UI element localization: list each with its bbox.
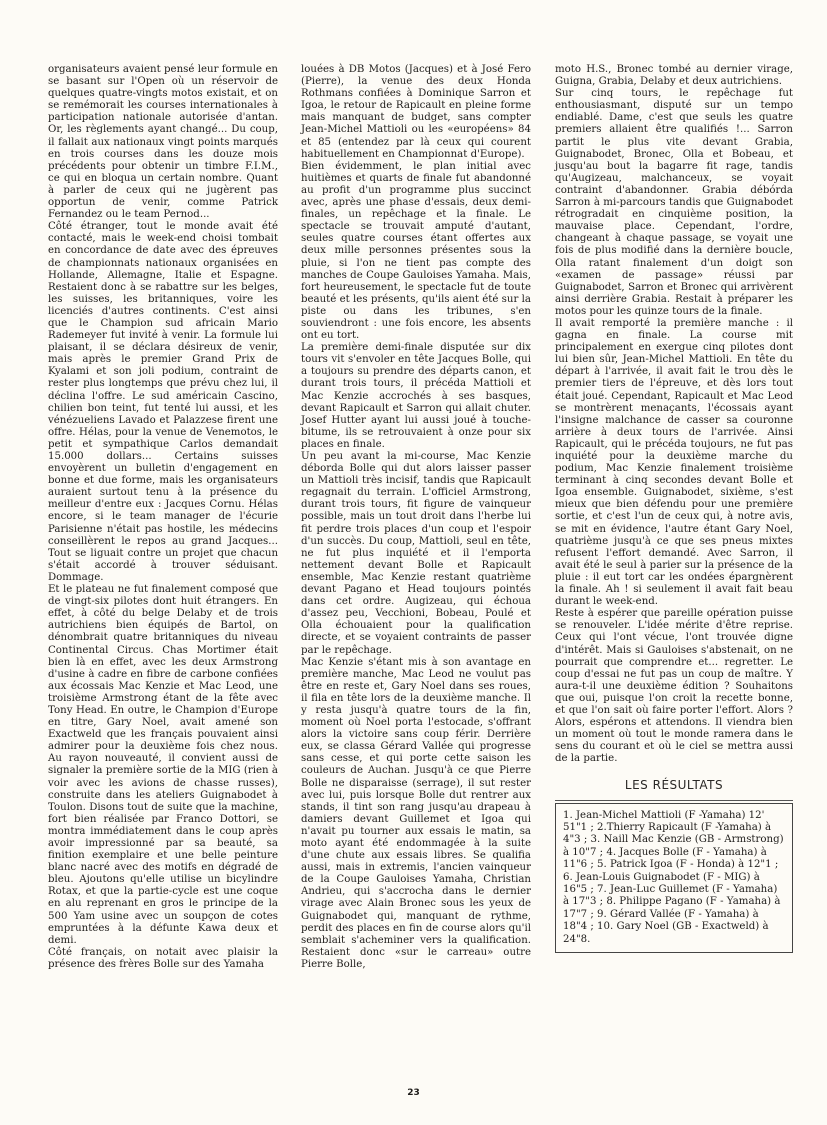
results-text: 1. Jean-Michel Mattioli (F -Yamaha) 12' 51"1 ; 2.Thierry Rapicault (F -Yamaha) à 4"3 ; 3. Naill Mac Kenzie (GB - Armstrong) à 10"7 ; 4. Jacques Bolle (F - Yamaha) à 11"6 ; 5. Patrick Igoa (F - Honda) à 12"1 ; 6. Jean-Louis Guignabodet (F - MIG) à 16"5 ; 7. Jean-Luc Guillemet (F - Yamaha) à 17"3 ; 8. Philippe Pagano (F - Yamaha) à 17"7 ; 9. Gérard Vallée (F - Yamaha) à 18"4 ; 10. Gary Noel (GB - Exactweld) à 24"8.	[563, 809, 784, 945]
paragraph: Reste à espérer que pareille opération puisse se renouveler. L'idée mérite d'être reprise. Ceux qui l'ont vécue, l'ont trouvée digne d'intérêt. Mais si Gauloises s'abstenait, on ne pourrait que comprendre et... regretter. Le coup d'essai ne fut pas un coup de maître. Y aura-t-il une deuxième édition ? Souhaitons que oui, puisque l'on croit la recette bonne, et que l'on sait où faire porter l'effort. Alors ? Alors, espérons et attendons. Il viendra bien un moment où tout le monde ramera dans le sens du courant et où le ciel se mettra aussi de la partie.	[555, 608, 793, 765]
paragraph: Un peu avant la mi-course, Mac Kenzie déborda Bolle qui dut alors laisser passer un Mattioli très incisif, tandis que Rapicault regagnait du terrain. L'officiel Armstrong, durant trois tours, fit figure de vainqueur possible, mais un tout droit dans l'herbe lui fit perdre trois places d'un coup et l'espoir d'un succès. Du coup, Mattioli, seul en tête, ne fut plus inquiété et il l'emporta nettement devant Bolle et Rapicault ensemble, Mac Kenzie restant quatrième devant Pagano et Head toujours pointés dans cet ordre. Augizeau, qui échoua d'assez peu, Vecchioni, Bobeau, Poulé et Olla échouaient pour la qualification directe, et se voyaient contraints de passer par le repêchage.	[301, 451, 531, 656]
paragraph: louées à DB Motos (Jacques) et à José Fero (Pierre), la venue des deux Honda Rothmans confiées à Dominique Sarron et Igoa, le retour de Rapicault en pleine forme mais manquant de budget, sans compter Jean-Michel Mattioli ou les «européens» 84 et 85 (entendez par là ceux qui courent habituellement en Championnat d'Europe).	[301, 64, 531, 160]
paragraph: La première demi-finale disputée sur dix tours vit s'envoler en tête Jacques Bolle, qui a toujours su prendre des départs canon, et durant trois tours, il précéda Mattioli et Mac Kenzie accrochés à ses basques, devant Rapicault et Sarron qui allait chuter. Josef Hutter ayant lui aussi joué à touche-bitume, ils se retrouvaient à onze pour six places en finale.	[301, 342, 531, 450]
paragraph: Sur cinq tours, le repêchage fut enthousiasmant, disputé sur un tempo endiablé. Dame, c'est que seuls les quatre premiers allaient être qualifiés !... Sarron partit le plus vite devant Grabia, Guignabodet, Bronec, Olla et Bobeau, et jusqu'au bout la bagarre fit rage, tandis qu'Augizeau, malchanceux, se voyait contraint d'abandonner. Grabia débórda Sarron à mi-parcours tandis que Guignabodet rétrogradait en cinquième position, la mauvaise place. Cependant, l'ordre, changeant à chaque passage, se voyait une fois de plus modifié dans la dernière boucle, Olla ratant finalement d'un doigt son «examen de passage» réussi par Guignabodet, Sarron et Bronec qui arrivèrent ainsi derrière Grabia. Restait à préparer les motos pour les quinze tours de la finale.	[555, 88, 793, 317]
page-number: 23	[407, 1088, 420, 1098]
article-column-3	[555, 64, 793, 953]
paragraph: moto H.S., Bronec tombé au dernier virage, Guigna, Grabia, Delaby et deux autrichiens.	[555, 64, 793, 88]
paragraph: Bien évidemment, le plan initial avec huitièmes et quarts de finale fut abandonné au profit d'un programme plus succinct avec, après une phase d'essais, deux demi-finales, un repêchage et la finale. Le spectacle se trouvait amputé d'autant, seules quatre courses étant offertes aux deux mille personnes présentes sous la pluie, si l'on ne tient pas compte des manches de Coupe Gauloises Yamaha. Mais, fort heureusement, le spectacle fut de toute beauté et les présents, qu'ils aient été sur la piste ou dans les tribunes, s'en souviendront : une fois encore, les absents ont eu tort.	[301, 160, 531, 342]
paragraph: Et le plateau ne fut finalement composé que de vingt-six pilotes dont huit étrangers. En effet, à côté du belge Delaby et de trois autrichiens bien équipés de Bartol, on dénombrait quatre britanniques du niveau Continental Circus. Chas Mortimer était bien là en effet, avec les deux Armstrong d'usine à cadre en fibre de carbone confiées aux écossais Mac Kenzie et Mac Leod, une troisième Armstrong étant de la fête avec Tony Head. En outre, le Champion d'Europe en titre, Gary Noel, avait amené son Exactweld que les français pouvaient ainsi admirer pour la deuxième fois chez nous. Au rayon nouveauté, il convient aussi de signaler la première sortie de la MIG (rien à voir avec les avions de chasse russes), construite dans les ateliers Guignabodet à Toulon. Disons tout de suite que la machine, fort bien réalisée par Franco Dottori, se montra immédiatement dans le coup après avoir impressionné par sa beauté, sa finition exemplaire et une belle peinture blanc nacré avec des motifs en dégradé de bleu. Ajoutons qu'elle utilise un bicylindre Rotax, et que la partie-cycle est une coque en alu reprenant en gros le principe de la 500 Yam usine avec un soupçon de cotes empruntées à la défunte Kawa deux et demi.	[48, 584, 278, 946]
divider	[555, 800, 793, 801]
paragraph: Il avait remporté la première manche : il gagna en finale. La course mit principalement en exergue cinq pilotes dont lui bien sûr, Jean-Michel Mattioli. En tête du départ à l'arrivée, il avait fait le trou dès le premier tiers de l'épreuve, et dès lors tout était joué. Cependant, Rapicault et Mac Leod se montrèrent menaçants, l'écossais ayant l'insigne malchance de casser sa couronne arrière à deux tours de l'arrivée. Ainsi Rapicault, qui le précéda toujours, ne fut pas inquiété pour la deuxième marche du podium, Mac Kenzie finalement troisième terminant à cinq secondes devant Bolle et Igoa ensemble. Guignabodet, sixième, s'est mieux que bien défendu pour une première sortie, et c'est l'un de ceux qui, à notre avis, se mit en évidence, l'autre étant Gary Noel, quatrième jusqu'à ce que ses pneus mixtes refusent l'effort demandé. Avec Sarron, il avait été le seul à parier sur la présence de la pluie : il eut tort car les ondées épargnèrent la finale. Ah ! si seulement il avait fait beau durant le week-end.	[555, 317, 793, 608]
paragraph: organisateurs avaient pensé leur formule en se basant sur l'Open où un réservoir de quelques quatre-vingts motos existait, et on se remémorait les courses internationales à participation nationale autorisée d'antan. Or, les règlements ayant changé... Du coup, il fallait aux nationaux vingt points marqués en trois courses dans les douze mois précédents pour obtenir un timbre F.I.M., ce qui en bloqua un certain nombre. Quant à parler de ceux qui ne jugèrent pas opportun de venir, comme Patrick Fernandez ou le team Pernod...	[48, 64, 278, 221]
paragraph: Mac Kenzie s'étant mis à son avantage en première manche, Mac Leod ne voulut pas être en reste et, Gary Noel dans ses roues, il fila en tête lors de la deuxième manche. Il y resta jusqu'à quatre tours de la fin, moment où Noel porta l'estocade, s'offrant alors la victoire sans coup férir. Derrière eux, se classa Gérard Vallée qui progresse sans cesse, et qui porte cette saison les couleurs de Auchan. Jusqu'à ce que Pierre Bolle ne disparaisse (serrage), il sut rester avec lui, puis lorsque Bolle dut rentrer aux stands, il tint son rang jusqu'au drapeau à damiers devant Guillemet et Igoa qui n'avait pu tourner aux essais le matin, sa moto ayant été endommagée à la suite d'une chute aux essais libres. Se qualifia aussi, mais in extremis, l'ancien vainqueur de la Coupe Gauloises Yamaha, Christian Andrieu, qui s'accrocha dans le dernier virage avec Alain Bronec sous les yeux de Guignabodet qui, manquant de rythme, perdit des places en fin de course alors qu'il semblait s'acheminer vers la qualification. Restaient donc «sur le carreau» outre Pierre Bolle,	[301, 656, 531, 970]
results-box	[555, 803, 793, 953]
article-column-1	[48, 64, 278, 971]
results-heading: LES RÉSULTATS	[624, 778, 724, 793]
paragraph: Côté français, on notait avec plaisir la présence des frères Bolle sur des Yamaha	[48, 946, 278, 970]
paragraph: Côté étranger, tout le monde avait été contacté, mais le week-end choisi tombait en concordance de date avec des épreuves de championnats nationaux organisées en Hollande, Allemagne, Italie et Espagne. Restaient donc à se rabattre sur les belges, les suisses, les britanniques, voire les licenciés d'autres continents. C'est ainsi que le Champion sud africain Mario Rademeyer fut invité à venir. La formule lui plaisant, il se déclara désireux de venir, mais après le premier Grand Prix de Kyalami et son joli podium, contraint de rester plus longtemps que prévu chez lui, il déclina l'offre. Le sud américain Cascino, chilien bon teint, fut tenté lui aussi, et les vénézueliens Lavado et Palazzese firent une offre. Hélas, pour la venue de Venemotos, le petit et sympathique Carlos demandait 15.000 dollars... Certains suisses envoyèrent un bulletin d'engagement en bonne et due forme, mais les organisateurs auraient surtout tenu à la présence du meilleur d'entre eux : Jacques Cornu. Hélas encore, si le team manager de l'écurie Parisienne n'était pas hostile, les médecins conseillèrent le repos au grand Jacques... Tout se liguait contre un projet que chacun s'était accordé à trouver séduisant. Dommage.	[48, 221, 278, 583]
article-column-2	[301, 64, 531, 971]
